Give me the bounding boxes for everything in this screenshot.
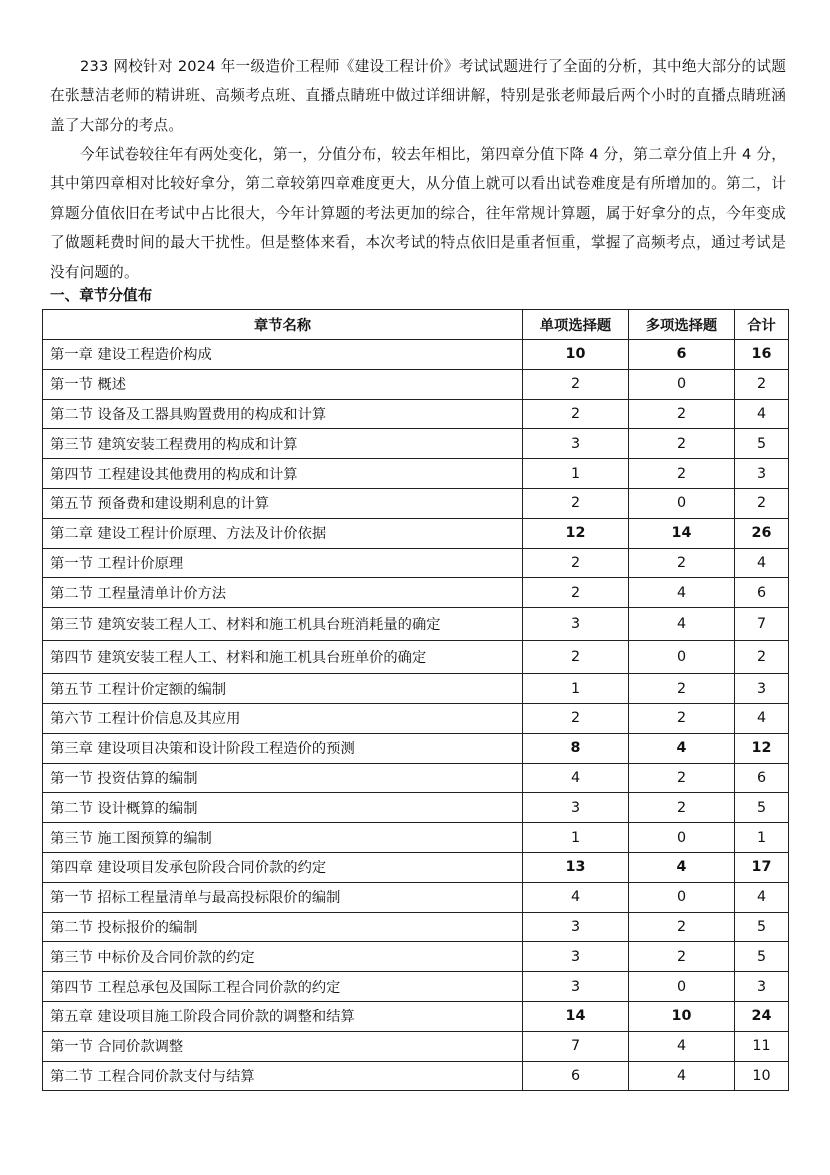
- total-cell: 7: [735, 608, 789, 641]
- multi-choice-cell: 14: [629, 518, 735, 548]
- header-single-choice: 单项选择题: [523, 310, 629, 340]
- total-cell: 24: [735, 1001, 789, 1031]
- chapter-row: [43, 518, 789, 548]
- row-name-cell: 第二节 工程合同价款支付与结算: [43, 1061, 523, 1091]
- total-cell: 5: [735, 942, 789, 972]
- total-cell: 26: [735, 518, 789, 548]
- total-cell: 3: [735, 674, 789, 704]
- total-cell: 4: [735, 548, 789, 578]
- row-name-cell: 第一节 概述: [43, 369, 523, 399]
- total-cell: 4: [735, 703, 789, 733]
- single-choice-cell: 4: [523, 882, 629, 912]
- score-distribution-table: [42, 309, 789, 1091]
- single-choice-cell: 1: [523, 459, 629, 489]
- multi-choice-cell: 4: [629, 1031, 735, 1061]
- total-cell: 12: [735, 733, 789, 763]
- single-choice-cell: 3: [523, 912, 629, 942]
- section-row: [43, 641, 789, 674]
- row-name-cell: 第三节 建筑安装工程人工、材料和施工机具台班消耗量的确定: [43, 608, 523, 641]
- multi-choice-cell: 4: [629, 608, 735, 641]
- total-cell: 6: [735, 578, 789, 608]
- chapter-row: [43, 1001, 789, 1031]
- row-name-cell: 第二节 设计概算的编制: [43, 793, 523, 823]
- multi-choice-cell: 10: [629, 1001, 735, 1031]
- single-choice-cell: 3: [523, 972, 629, 1002]
- multi-choice-cell: 2: [629, 912, 735, 942]
- header-multi-choice: 多项选择题: [629, 310, 735, 340]
- single-choice-cell: 1: [523, 674, 629, 704]
- multi-choice-cell: 4: [629, 1061, 735, 1091]
- multi-choice-cell: 2: [629, 703, 735, 733]
- total-cell: 4: [735, 882, 789, 912]
- row-name-cell: 第五节 工程计价定额的编制: [43, 674, 523, 704]
- section-row: [43, 608, 789, 641]
- row-name-cell: 第四章 建设项目发承包阶段合同价款的约定: [43, 852, 523, 882]
- multi-choice-cell: 0: [629, 369, 735, 399]
- multi-choice-cell: 2: [629, 763, 735, 793]
- section-row: [43, 793, 789, 823]
- total-cell: 11: [735, 1031, 789, 1061]
- single-choice-cell: 4: [523, 763, 629, 793]
- multi-choice-cell: 0: [629, 488, 735, 518]
- row-name-cell: 第三节 中标价及合同价款的约定: [43, 942, 523, 972]
- chapter-row: [43, 852, 789, 882]
- multi-choice-cell: 4: [629, 852, 735, 882]
- row-name-cell: 第三节 施工图预算的编制: [43, 823, 523, 853]
- row-name-cell: 第四节 建筑安装工程人工、材料和施工机具台班单价的确定: [43, 641, 523, 674]
- multi-choice-cell: 2: [629, 429, 735, 459]
- section-row: [43, 1061, 789, 1091]
- multi-choice-cell: 2: [629, 399, 735, 429]
- single-choice-cell: 2: [523, 488, 629, 518]
- multi-choice-cell: 2: [629, 793, 735, 823]
- single-choice-cell: 3: [523, 608, 629, 641]
- section-row: [43, 912, 789, 942]
- row-name-cell: 第三章 建设项目决策和设计阶段工程造价的预测: [43, 733, 523, 763]
- row-name-cell: 第二节 投标报价的编制: [43, 912, 523, 942]
- section-row: [43, 548, 789, 578]
- section-row: [43, 429, 789, 459]
- section-row: [43, 399, 789, 429]
- row-name-cell: 第五节 预备费和建设期利息的计算: [43, 488, 523, 518]
- section-row: [43, 578, 789, 608]
- single-choice-cell: 6: [523, 1061, 629, 1091]
- single-choice-cell: 2: [523, 548, 629, 578]
- total-cell: 5: [735, 793, 789, 823]
- row-name-cell: 第一节 招标工程量清单与最高投标限价的编制: [43, 882, 523, 912]
- section-row: [43, 823, 789, 853]
- row-name-cell: 第四节 工程建设其他费用的构成和计算: [43, 459, 523, 489]
- section-row: [43, 1031, 789, 1061]
- total-cell: 2: [735, 641, 789, 674]
- header-total: 合计: [735, 310, 789, 340]
- section-row: [43, 972, 789, 1002]
- single-choice-cell: 1: [523, 823, 629, 853]
- row-name-cell: 第一节 合同价款调整: [43, 1031, 523, 1061]
- header-chapter-name: 章节名称: [43, 310, 523, 340]
- total-cell: 10: [735, 1061, 789, 1091]
- total-cell: 4: [735, 399, 789, 429]
- total-cell: 2: [735, 488, 789, 518]
- section-heading: 一、章节分值布: [50, 287, 153, 304]
- total-cell: 3: [735, 459, 789, 489]
- total-cell: 16: [735, 340, 789, 370]
- multi-choice-cell: 0: [629, 882, 735, 912]
- row-name-cell: 第四节 工程总承包及国际工程合同价款的约定: [43, 972, 523, 1002]
- single-choice-cell: 8: [523, 733, 629, 763]
- section-row: [43, 882, 789, 912]
- single-choice-cell: 10: [523, 340, 629, 370]
- total-cell: 5: [735, 429, 789, 459]
- section-row: [43, 942, 789, 972]
- single-choice-cell: 2: [523, 369, 629, 399]
- section-row: [43, 763, 789, 793]
- multi-choice-cell: 6: [629, 340, 735, 370]
- row-name-cell: 第六节 工程计价信息及其应用: [43, 703, 523, 733]
- multi-choice-cell: 2: [629, 459, 735, 489]
- total-cell: 17: [735, 852, 789, 882]
- table-body: [43, 340, 789, 1091]
- single-choice-cell: 14: [523, 1001, 629, 1031]
- section-row: [43, 488, 789, 518]
- section-row: [43, 369, 789, 399]
- single-choice-cell: 2: [523, 399, 629, 429]
- multi-choice-cell: 2: [629, 548, 735, 578]
- intro-paragraph: 233 网校针对 2024 年一级造价工程师《建设工程计价》考试试题进行了全面的分析，其中绝大部分的试题在张慧洁老师的精讲班、高频考点班、直播点睛班中做过详细讲解，特别是张老师最后两个小时的直播点睛班涵盖了大部分的考点。: [50, 58, 786, 134]
- total-cell: 3: [735, 972, 789, 1002]
- single-choice-cell: 12: [523, 518, 629, 548]
- row-name-cell: 第一章 建设工程造价构成: [43, 340, 523, 370]
- table-header-row: [43, 310, 789, 340]
- single-choice-cell: 3: [523, 793, 629, 823]
- row-name-cell: 第五章 建设项目施工阶段合同价款的调整和结算: [43, 1001, 523, 1031]
- multi-choice-cell: 0: [629, 641, 735, 674]
- single-choice-cell: 2: [523, 641, 629, 674]
- multi-choice-cell: 2: [629, 942, 735, 972]
- chapter-row: [43, 340, 789, 370]
- multi-choice-cell: 4: [629, 733, 735, 763]
- row-name-cell: 第二章 建设工程计价原理、方法及计价依据: [43, 518, 523, 548]
- single-choice-cell: 2: [523, 578, 629, 608]
- multi-choice-cell: 0: [629, 972, 735, 1002]
- single-choice-cell: 3: [523, 942, 629, 972]
- total-cell: 6: [735, 763, 789, 793]
- row-name-cell: 第三节 建筑安装工程费用的构成和计算: [43, 429, 523, 459]
- total-cell: 1: [735, 823, 789, 853]
- single-choice-cell: 7: [523, 1031, 629, 1061]
- section-row: [43, 703, 789, 733]
- chapter-row: [43, 733, 789, 763]
- row-name-cell: 第一节 投资估算的编制: [43, 763, 523, 793]
- total-cell: 5: [735, 912, 789, 942]
- row-name-cell: 第二节 工程量清单计价方法: [43, 578, 523, 608]
- single-choice-cell: 13: [523, 852, 629, 882]
- section-row: [43, 674, 789, 704]
- single-choice-cell: 2: [523, 703, 629, 733]
- total-cell: 2: [735, 369, 789, 399]
- multi-choice-cell: 4: [629, 578, 735, 608]
- multi-choice-cell: 0: [629, 823, 735, 853]
- section-row: [43, 459, 789, 489]
- row-name-cell: 第二节 设备及工器具购置费用的构成和计算: [43, 399, 523, 429]
- row-name-cell: 第一节 工程计价原理: [43, 548, 523, 578]
- multi-choice-cell: 2: [629, 674, 735, 704]
- single-choice-cell: 3: [523, 429, 629, 459]
- changes-paragraph: 今年试卷较往年有两处变化，第一，分值分布，较去年相比，第四章分值下降 4 分，第二章分值上升 4 分，其中第四章相对比较好拿分，第二章较第四章难度更大，从分值上就可以看出试卷难度是有所增加的。第二，计算题分值依旧在考试中占比很大，今年计算题的考法更加的综合，往年常规计算题，属于好拿分的点，今年变成了做题耗费时间的最大干扰性。但是整体来看，本次考试的特点依旧是重者恒重，掌握了高频考点，通过考试是没有问题的。: [50, 146, 786, 281]
